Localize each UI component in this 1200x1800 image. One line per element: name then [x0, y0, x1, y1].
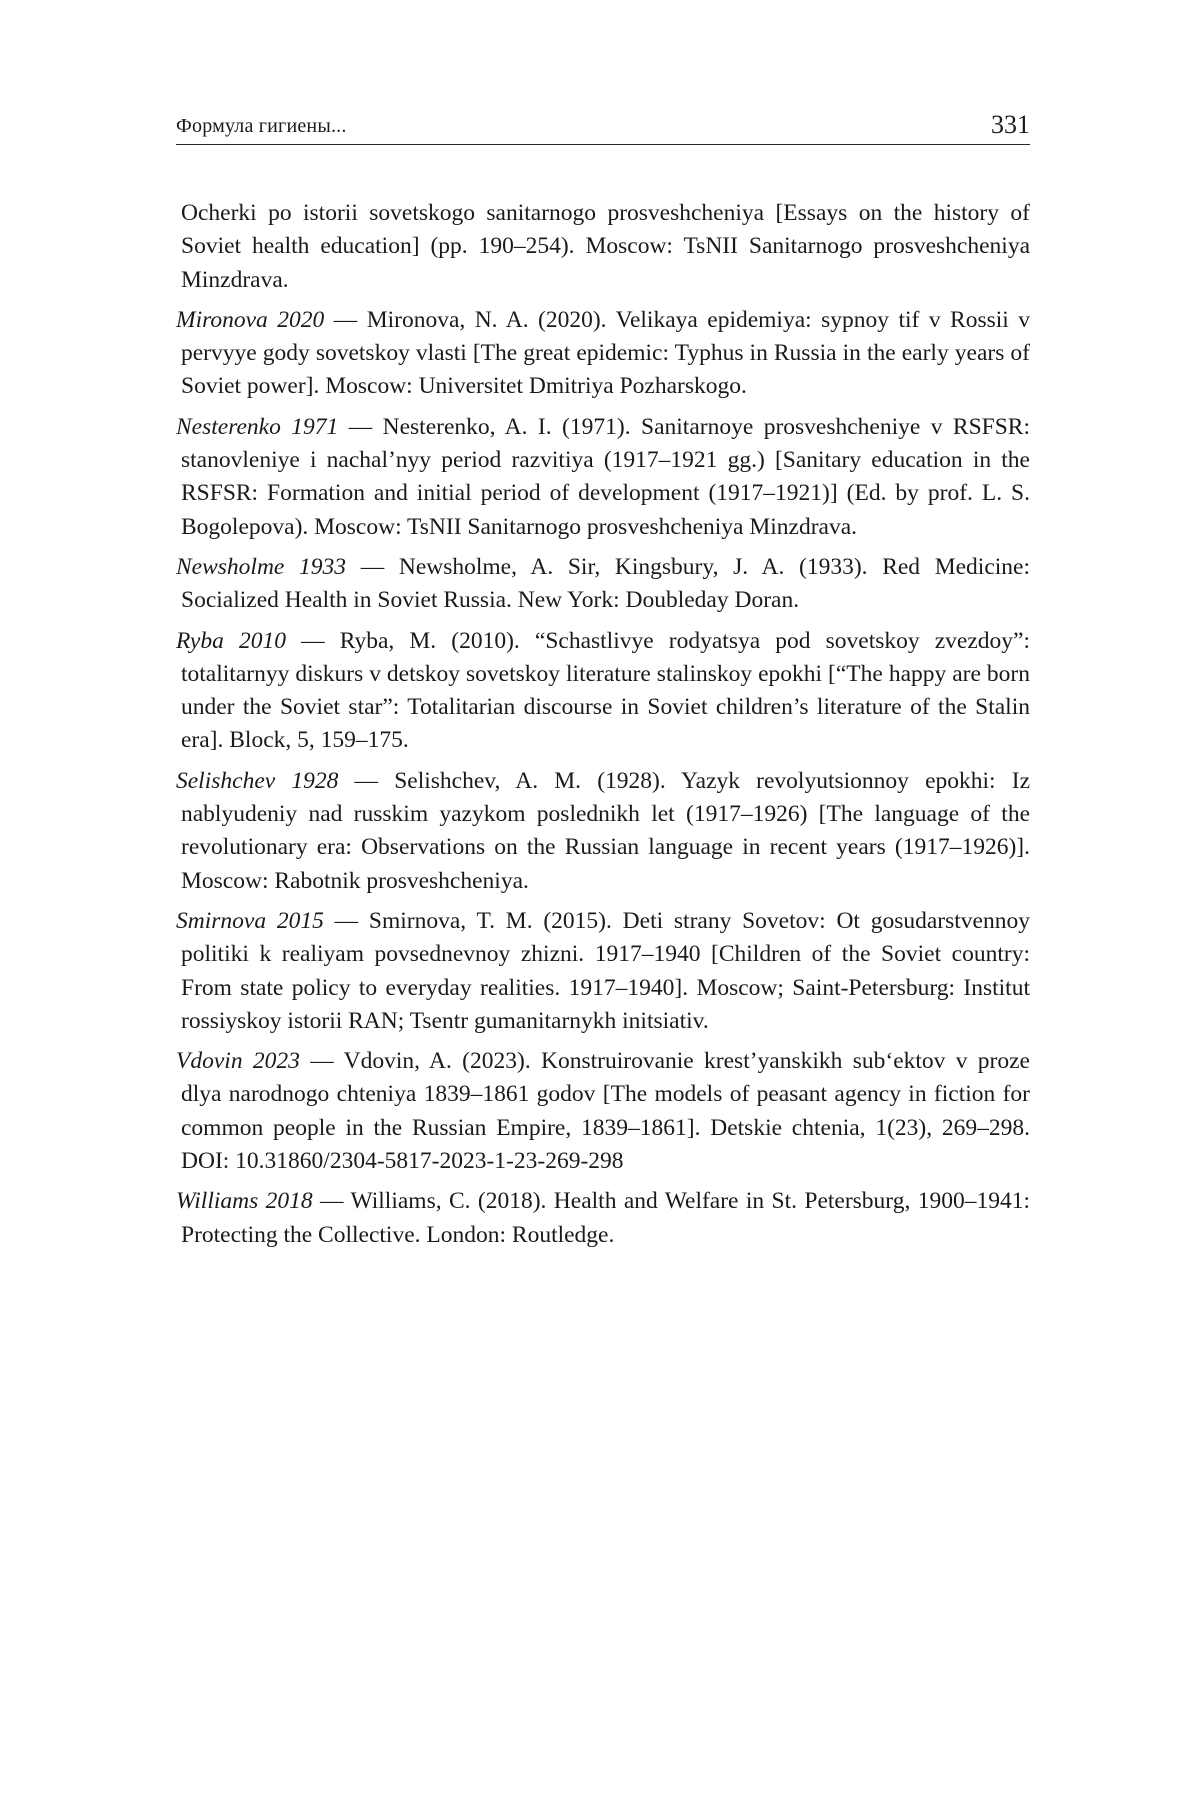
reference-entry — [176, 1045, 1030, 1178]
reference-separator: — — [299, 1048, 344, 1075]
reference-separator: — — [285, 627, 340, 654]
reference-text: Mironova, N. A. (2020). Velikaya epidemiya: sypnoy tif v Rossii v pervyye gody sovetskoy vlasti [The great epidemic: Typhus in Russia in the early years of Soviet power]. Moscow: Universitet Dmitriya Pozharskogo. — [181, 306, 1031, 400]
reference-text: Selishchev, A. M. (1928). Yazyk revolyutsionnoy epokhi: Iz nablyudeniy nad russkim yazykom poslednikh let (1917–1926) [The language of the revolutionary era: Observations on the Russian language in recent years (1917–1926)]. Moscow: Rabotnik prosveshcheniya. — [181, 767, 1030, 894]
reference-entry — [176, 905, 1030, 1038]
reference-text: Vdovin, A. (2023). Konstruirovanie krest’yanskikh sub‘ektov v proze dlya narodnogo chteniya 1839–1861 godov [The models of peasant agency in fiction for common people in the Russian Empire, 1839–1861]. Detskie chtenia, 1(23), 269–298. DOI: 10.31860/2304-5817-2023-1-23-269-298 — [181, 1048, 1030, 1175]
reference-separator: — — [312, 1188, 351, 1215]
reference-separator: — — [338, 413, 383, 440]
reference-key: Ryba 2010 — [176, 627, 286, 654]
reference-separator: — — [338, 767, 395, 794]
reference-entry — [176, 1185, 1030, 1252]
reference-key: Williams 2018 — [176, 1188, 313, 1215]
reference-text: Newsholme, A. Sir, Kingsbury, J. A. (1933). Red Medicine: Socialized Health in Soviet Russia. New York: Doubleday Doran. — [181, 553, 1030, 614]
reference-key: Vdovin 2023 — [176, 1048, 300, 1075]
page-number: 331 — [991, 110, 1030, 139]
reference-entry — [176, 765, 1030, 898]
reference-separator: — — [346, 553, 399, 580]
reference-text: Williams, C. (2018). Health and Welfare in St. Petersburg, 1900–1941: Protecting the Collective. London: Routledge. — [181, 1188, 1030, 1248]
reference-text: Ocherki po istorii sovetskogo sanitarnogo prosveshcheniya [Essays on the history of Soviet health education] (pp. 190–254). Moscow: TsNII Sanitarnogo prosveshcheniya Minzdrava. — [181, 200, 1030, 293]
reference-key: Selishchev 1928 — [176, 767, 339, 794]
running-title: Формула гигиены... — [176, 115, 347, 137]
reference-text: Ryba, M. (2010). “Schastlivye rodyatsya pod sovetskoy zvezdoy”: totalitarnyy diskurs v detskoy sovetskoy literature stalinskoy epokhi [“The happy are born under the Soviet star”: Totalitarian discourse in Soviet children’s literature of the Stalin era]. Block, 5, 159–175. — [181, 627, 1030, 754]
reference-entry — [176, 411, 1030, 544]
reference-entry — [176, 551, 1030, 618]
reference-key: Smirnova 2015 — [176, 907, 324, 934]
reference-key: Mironova 2020 — [176, 306, 325, 333]
reference-separator: — — [324, 306, 367, 333]
reference-list — [176, 197, 1030, 1259]
reference-entry — [176, 625, 1030, 758]
reference-entry — [176, 304, 1030, 404]
reference-text: Nesterenko, A. I. (1971). Sanitarnoye prosveshcheniye v RSFSR: stanovleniye i nachal’nyy period razvitiya (1917–1921 gg.) [Sanitary education in the RSFSR: Formation and initial period of development (1917–1921)] (Ed. by prof. L. S. Bogolepova). Moscow: TsNII Sanitarnogo prosveshcheniya Minzdrava. — [181, 413, 1030, 540]
page-header — [176, 104, 1030, 145]
reference-text: Smirnova, T. M. (2015). Deti strany Sovetov: Ot gosudarstvennoy politiki k realiyam povsednevnoy zhizni. 1917–1940 [Children of the Soviet country: From state policy to everyday realities. 1917–1940]. Moscow; Saint-Petersburg: Institut rossiyskoy istorii RAN; Tsentr gumanitarnykh initsiativ. — [181, 907, 1030, 1034]
reference-separator: — — [323, 907, 369, 934]
reference-entry-continuation — [176, 197, 1030, 297]
reference-key: Nesterenko 1971 — [176, 413, 339, 440]
reference-key: Newsholme 1933 — [176, 553, 347, 580]
